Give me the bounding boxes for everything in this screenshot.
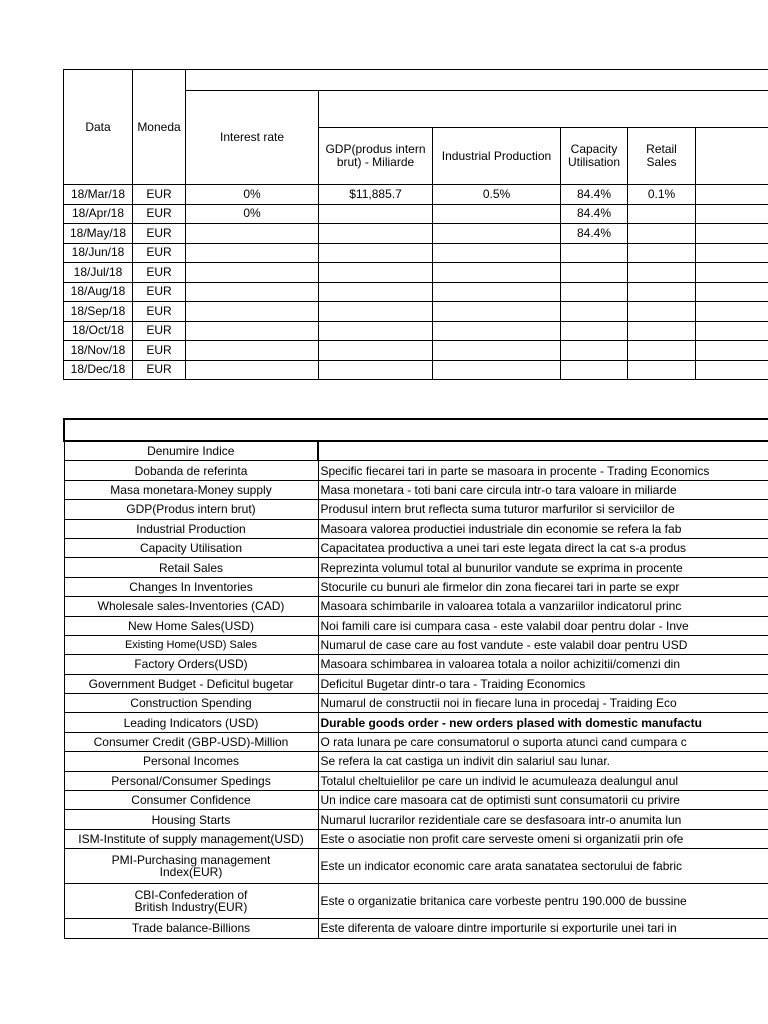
cell-capacity	[561, 263, 628, 283]
table-row	[64, 204, 768, 224]
indicator-description: Este o organizatie britanica care vorbeste pentru 190.000 de bussine	[318, 884, 768, 919]
cell-currency: EUR	[133, 185, 186, 205]
cell-interest	[186, 321, 319, 341]
cell-date: 18/Aug/18	[64, 282, 133, 302]
header-group-spacer	[319, 91, 768, 128]
cell-retail	[628, 302, 696, 322]
table-row	[64, 558, 768, 577]
cell-date: 18/Mar/18	[64, 185, 133, 205]
cell-cut	[696, 263, 768, 283]
indicator-name: Factory Orders(USD)	[64, 655, 318, 674]
cell-capacity: 84.4%	[561, 224, 628, 244]
table-row	[64, 616, 768, 635]
cell-capacity	[561, 360, 628, 380]
cell-industrial	[433, 282, 561, 302]
indicator-description: Produsul intern brut reflecta suma tuturor marfurilor si serviciilor de	[318, 500, 768, 519]
cell-industrial	[433, 243, 561, 263]
table-row	[64, 849, 768, 884]
indicator-name: Wholesale sales-Inventories (CAD)	[64, 597, 318, 616]
indicator-name: Government Budget - Deficitul bugetar	[64, 674, 318, 693]
header-data: Data	[64, 70, 133, 185]
indicator-name: Leading Indicators (USD)	[64, 713, 318, 732]
indicator-name: Dobanda de referinta	[64, 461, 318, 480]
table-row	[64, 884, 768, 919]
cell-capacity	[561, 302, 628, 322]
cell-date: 18/Nov/18	[64, 341, 133, 361]
cell-gdp	[319, 321, 433, 341]
indicator-definitions-table	[63, 418, 768, 939]
cell-currency: EUR	[133, 243, 186, 263]
header-description	[318, 441, 768, 461]
cell-cut	[696, 360, 768, 380]
indicator-name: Personal/Consumer Spedings	[64, 771, 318, 790]
indicator-description: Masoara schimbarile in valoarea totala a vanzariilor indicatorul princ	[318, 597, 768, 616]
indicator-description: Specific fiecarei tari in parte se masoara in procente - Trading Economics	[318, 461, 768, 480]
cell-retail	[628, 224, 696, 244]
table-row	[64, 243, 768, 263]
table-row	[64, 829, 768, 848]
header-denumire-indice: Denumire Indice	[64, 441, 318, 461]
header-retail-sales: Retail Sales	[628, 128, 696, 185]
cell-interest	[186, 341, 319, 361]
table-row	[64, 360, 768, 380]
cell-interest: 0%	[186, 204, 319, 224]
cell-date: 18/Jun/18	[64, 243, 133, 263]
cell-retail	[628, 204, 696, 224]
cell-interest	[186, 224, 319, 244]
header-moneda: Moneda	[133, 70, 186, 185]
cell-cut	[696, 302, 768, 322]
indicator-name: ISM-Institute of supply management(USD)	[64, 829, 318, 848]
cell-currency: EUR	[133, 204, 186, 224]
cell-interest: 0%	[186, 185, 319, 205]
indicator-description: Este diferenta de valoare dintre importurile si exporturile unei tari in	[318, 919, 768, 938]
indicator-name: PMI-Purchasing management Index(EUR)	[64, 849, 318, 884]
table-row	[64, 752, 768, 771]
table-row	[64, 282, 768, 302]
table-row	[64, 732, 768, 751]
cell-gdp	[319, 204, 433, 224]
indicator-name: Masa monetara-Money supply	[64, 480, 318, 499]
cell-currency: EUR	[133, 321, 186, 341]
indicator-description: Masoara valorea productiei industriale din economie se refera la fab	[318, 519, 768, 538]
cell-capacity	[561, 243, 628, 263]
indicator-description: Masa monetara - toti bani care circula intr-o tara valoare in miliarde	[318, 480, 768, 499]
cell-capacity: 84.4%	[561, 185, 628, 205]
table-row	[64, 224, 768, 244]
table-row	[64, 538, 768, 557]
table-row	[64, 302, 768, 322]
table-row	[64, 919, 768, 938]
table-row	[64, 791, 768, 810]
cell-retail	[628, 321, 696, 341]
indicator-name: Housing Starts	[64, 810, 318, 829]
table-row	[64, 519, 768, 538]
cell-date: 18/Apr/18	[64, 204, 133, 224]
cell-cut	[696, 282, 768, 302]
cell-date: 18/Dec/18	[64, 360, 133, 380]
cell-industrial: 0.5%	[433, 185, 561, 205]
indicator-description: O rata lunara pe care consumatorul o suporta atunci cand cumpara c	[318, 732, 768, 751]
indicator-description: Este un indicator economic care arata sanatatea sectorului de fabric	[318, 849, 768, 884]
cell-currency: EUR	[133, 263, 186, 283]
cell-currency: EUR	[133, 360, 186, 380]
table-row	[64, 500, 768, 519]
table-row	[64, 185, 768, 205]
indicator-description: Capacitatea productiva a unei tari este legata direct la cat s-a produs	[318, 538, 768, 557]
cell-gdp	[319, 341, 433, 361]
table-row	[64, 341, 768, 361]
cell-industrial	[433, 224, 561, 244]
cell-date: 18/May/18	[64, 224, 133, 244]
cell-retail	[628, 243, 696, 263]
table-row	[64, 597, 768, 616]
cell-industrial	[433, 204, 561, 224]
indicator-name: Industrial Production	[64, 519, 318, 538]
cell-currency: EUR	[133, 282, 186, 302]
cell-date: 18/Oct/18	[64, 321, 133, 341]
cell-retail	[628, 341, 696, 361]
cell-retail	[628, 263, 696, 283]
cell-retail: 0.1%	[628, 185, 696, 205]
table-row	[64, 480, 768, 499]
header-gdp: GDP(produs intern brut) - Miliarde	[319, 128, 433, 185]
cell-currency: EUR	[133, 302, 186, 322]
indicator-description: Un indice care masoara cat de optimisti sunt consumatorii cu privire	[318, 791, 768, 810]
indicator-description: Numarul de constructii noi in fiecare luna in procedaj - Traiding Eco	[318, 694, 768, 713]
table-row	[64, 713, 768, 732]
indicator-description: Este o asociatie non profit care serveste omeni si organizatii prin ofe	[318, 829, 768, 848]
cell-capacity	[561, 341, 628, 361]
indicator-name: Consumer Credit (GBP-USD)-Million	[64, 732, 318, 751]
header-interest-rate: Interest rate	[186, 91, 319, 185]
economic-data-table	[63, 69, 768, 380]
indicator-name: Capacity Utilisation	[64, 538, 318, 557]
indicator-name: Consumer Confidence	[64, 791, 318, 810]
cell-date: 18/Jul/18	[64, 263, 133, 283]
table-row	[64, 635, 768, 654]
table-row	[64, 577, 768, 596]
table-title-bar	[64, 419, 768, 441]
cell-gdp: $11,885.7	[319, 185, 433, 205]
indicator-name: Existing Home(USD) Sales	[64, 635, 318, 654]
cell-interest	[186, 263, 319, 283]
indicator-description: Totalul cheltuielilor pe care un individ le acumuleaza dealungul anul	[318, 771, 768, 790]
cell-industrial	[433, 263, 561, 283]
cell-capacity: 84.4%	[561, 204, 628, 224]
indicator-name: Retail Sales	[64, 558, 318, 577]
cell-capacity	[561, 282, 628, 302]
indicator-name: CBI-Confederation of British Industry(EUR)	[64, 884, 318, 919]
table-row	[64, 694, 768, 713]
indicator-description: Numarul de case care au fost vandute - este valabil doar pentru USD	[318, 635, 768, 654]
cell-cut	[696, 185, 768, 205]
indicator-name: Construction Spending	[64, 694, 318, 713]
indicator-name: GDP(Produs intern brut)	[64, 500, 318, 519]
cell-industrial	[433, 321, 561, 341]
cell-capacity	[561, 321, 628, 341]
cell-gdp	[319, 282, 433, 302]
cell-cut	[696, 204, 768, 224]
cell-cut	[696, 321, 768, 341]
cell-industrial	[433, 302, 561, 322]
indicator-description: Se refera la cat castiga un indivit din salariul sau lunar.	[318, 752, 768, 771]
cell-cut	[696, 224, 768, 244]
cell-currency: EUR	[133, 341, 186, 361]
indicator-description: Deficitul Bugetar dintr-o tara - Traiding Economics	[318, 674, 768, 693]
indicator-description: Masoara schimbarea in valoarea totala a noilor achizitii/comenzi din	[318, 655, 768, 674]
cell-interest	[186, 302, 319, 322]
cell-gdp	[319, 243, 433, 263]
table-row	[64, 655, 768, 674]
indicator-description: Durable goods order - new orders plased with domestic manufactu	[318, 713, 768, 732]
cell-gdp	[319, 302, 433, 322]
indicator-name: Personal Incomes	[64, 752, 318, 771]
indicator-description: Reprezinta volumul total al bunurilor vandute se exprima in procente	[318, 558, 768, 577]
cell-industrial	[433, 360, 561, 380]
table-row	[64, 771, 768, 790]
table-row	[64, 321, 768, 341]
indicator-description: Stocurile cu bunuri ale firmelor din zona fiecarei tari in parte se expr	[318, 577, 768, 596]
table-row	[64, 674, 768, 693]
cell-gdp	[319, 263, 433, 283]
cell-gdp	[319, 224, 433, 244]
indicator-name: Changes In Inventories	[64, 577, 318, 596]
header-top-spacer	[186, 70, 768, 91]
cell-currency: EUR	[133, 224, 186, 244]
cell-retail	[628, 282, 696, 302]
indicator-name: Trade balance-Billions	[64, 919, 318, 938]
cell-cut	[696, 341, 768, 361]
indicator-description: Numarul lucrarilor rezidentiale care se desfasoara intr-o anumita lun	[318, 810, 768, 829]
indicator-description: Noi famili care isi cumpara casa - este valabil doar pentru dolar - Inve	[318, 616, 768, 635]
indicator-name: New Home Sales(USD)	[64, 616, 318, 635]
cell-date: 18/Sep/18	[64, 302, 133, 322]
cell-retail	[628, 360, 696, 380]
cell-interest	[186, 360, 319, 380]
header-capacity-utilisation: Capacity Utilisation	[561, 128, 628, 185]
cell-interest	[186, 243, 319, 263]
table-row	[64, 263, 768, 283]
cell-interest	[186, 282, 319, 302]
cell-industrial	[433, 341, 561, 361]
cell-gdp	[319, 360, 433, 380]
table-row	[64, 461, 768, 480]
table-row	[64, 810, 768, 829]
cell-cut	[696, 243, 768, 263]
header-industrial-production: Industrial Production	[433, 128, 561, 185]
header-cut-column	[696, 128, 768, 185]
